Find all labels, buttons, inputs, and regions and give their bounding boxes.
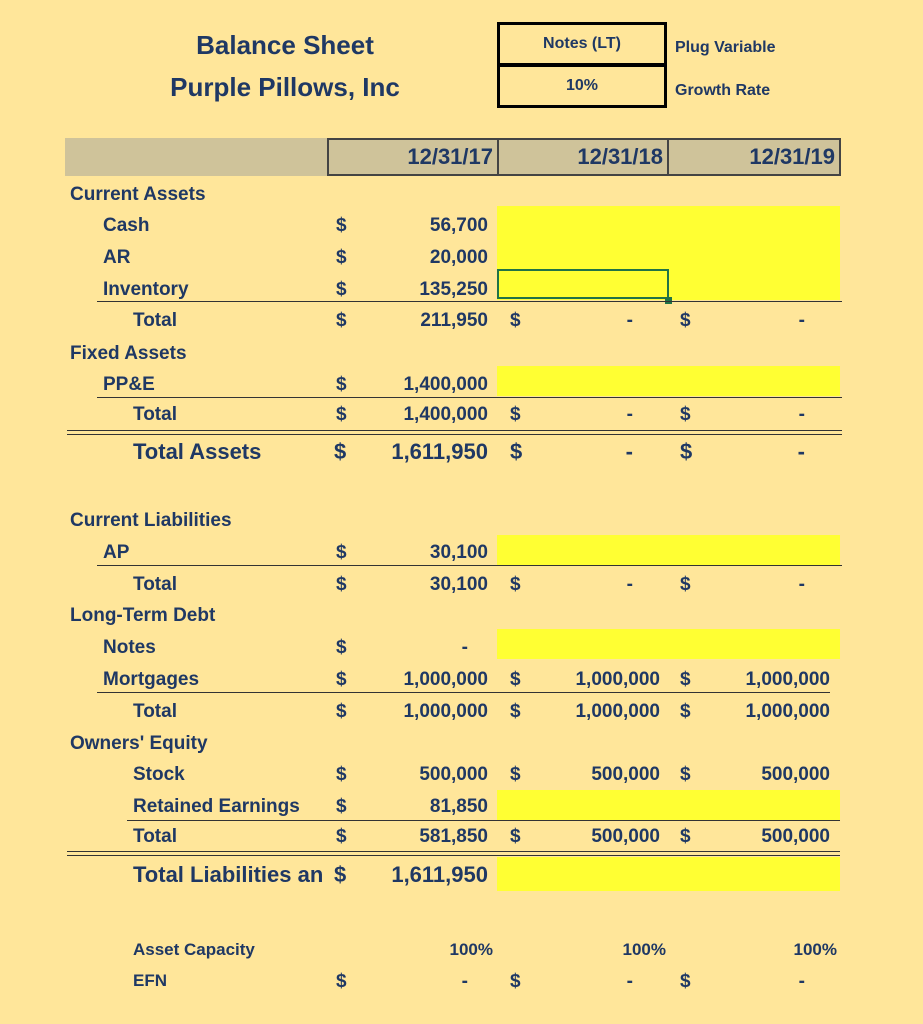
row-label: Asset Capacity [133,940,255,959]
currency-sign: $ [510,439,523,464]
value-2018[interactable]: 100% [622,940,666,959]
row-label: PP&E [103,374,155,395]
currency-sign: $ [680,404,691,425]
value-2017[interactable]: 81,850 [429,796,488,817]
currency-sign: $ [680,701,691,722]
currency-sign: $ [334,862,347,887]
currency-sign: $ [510,826,521,847]
currency-sign: $ [336,574,347,595]
row-current-assets-total [0,306,923,336]
currency-sign: $ [336,796,347,817]
currency-sign: $ [510,701,521,722]
row-ppe [0,370,923,400]
row-retained-earnings [0,792,923,822]
row-label: AR [103,247,131,268]
underline [97,301,842,302]
currency-sign: $ [336,971,347,992]
currency-sign: $ [336,215,347,236]
row-asset-capacity [0,936,923,966]
row-label: Cash [103,215,150,236]
value-2019[interactable]: 500,000 [761,826,830,847]
currency-sign: $ [680,826,691,847]
row-label: AP [103,542,130,563]
row-label: Mortgages [103,669,200,690]
value-2017[interactable]: 1,400,000 [403,404,488,425]
value-2019[interactable]: 100% [793,940,837,959]
value-2019[interactable]: - [798,971,805,992]
value-2017[interactable]: 211,950 [420,310,488,331]
row-label: Inventory [103,279,189,300]
underline [127,820,840,821]
value-2017[interactable]: 500,000 [419,764,488,785]
growth-rate-cell[interactable]: 10% [497,64,667,108]
value-2018[interactable]: 1,000,000 [575,701,660,722]
double-underline-bottom [67,434,842,435]
value-2017[interactable]: 20,000 [429,247,488,268]
section-fixed-assets: Fixed Assets [70,343,187,364]
row-label: EFN [133,971,167,990]
value-2017[interactable]: 1,611,950 [391,439,488,464]
currency-sign: $ [336,310,347,331]
currency-sign: $ [336,637,347,658]
value-2019[interactable]: 1,000,000 [745,669,830,690]
double-underline-bottom [67,855,840,856]
row-owners-equity-total [0,822,923,852]
row-cash [0,211,923,241]
company-name: Purple Pillows, Inc [170,72,400,102]
value-2018[interactable]: 500,000 [591,826,660,847]
value-2017[interactable]: 135,250 [419,279,488,300]
value-2017[interactable]: 30,100 [429,574,488,595]
currency-sign: $ [510,971,521,992]
currency-sign: $ [336,374,347,395]
value-2018[interactable]: 500,000 [591,764,660,785]
underline [97,565,842,566]
section-long-term-debt: Long-Term Debt [70,605,216,626]
currency-sign: $ [510,574,521,595]
row-label: Retained Earnings [133,796,300,817]
value-2017[interactable]: 30,100 [429,542,488,563]
double-underline-top [67,851,840,852]
value-2018[interactable]: - [626,574,633,595]
row-label: Stock [133,764,185,785]
date-col-1[interactable]: 12/31/17 [327,138,499,176]
row-label: Total Liabilities an [133,862,324,887]
row-label: Total [133,701,177,722]
plug-variable-cell[interactable]: Notes (LT) [497,22,667,66]
growth-rate-label: Growth Rate [675,82,771,99]
row-stock [0,760,923,790]
currency-sign: $ [334,439,347,464]
underline [97,397,842,398]
double-underline-top [67,430,842,431]
value-2017[interactable]: 1,000,000 [403,701,488,722]
value-2018[interactable]: - [626,404,633,425]
currency-sign: $ [336,542,347,563]
currency-sign: $ [336,404,347,425]
value-2017[interactable]: 581,850 [419,826,488,847]
value-2017[interactable]: 1,400,000 [403,374,488,395]
currency-sign: $ [510,669,521,690]
currency-sign: $ [680,764,691,785]
currency-sign: $ [680,310,691,331]
value-2017[interactable]: 1,611,950 [391,862,488,887]
currency-sign: $ [680,971,691,992]
currency-sign: $ [336,279,347,300]
currency-sign: $ [680,669,691,690]
value-2019[interactable]: - [797,439,805,464]
currency-sign: $ [510,764,521,785]
currency-sign: $ [510,404,521,425]
value-2017[interactable]: 1,000,000 [403,669,488,690]
row-ar [0,243,923,273]
row-notes [0,633,923,663]
currency-sign: $ [336,826,347,847]
row-label: Total [133,574,177,595]
value-2019[interactable]: - [798,310,805,331]
currency-sign: $ [336,764,347,785]
currency-sign: $ [680,439,693,464]
currency-sign: $ [680,574,691,595]
value-2017[interactable]: 100% [449,940,493,959]
currency-sign: $ [336,701,347,722]
row-efn [0,967,923,997]
row-mortgages [0,665,923,695]
underline [97,692,830,693]
date-col-2[interactable]: 12/31/18 [497,138,669,176]
row-label: Total Assets [133,439,262,464]
section-current-assets: Current Assets [70,184,206,205]
value-2017[interactable]: 56,700 [429,215,488,236]
value-2018[interactable]: - [626,310,633,331]
currency-sign: $ [510,310,521,331]
value-2019[interactable]: - [798,404,805,425]
value-2017[interactable]: - [461,971,468,992]
value-2018[interactable]: - [625,439,633,464]
row-ap [0,538,923,568]
date-col-3[interactable]: 12/31/19 [667,138,841,176]
value-2017[interactable]: - [461,637,468,658]
sheet-title: Balance Sheet [196,30,374,60]
row-label: Total [133,404,177,425]
plug-variable-label: Plug Variable [675,39,776,56]
section-owners-equity: Owners' Equity [70,733,208,754]
row-long-term-debt-total [0,697,923,727]
row-total-assets [0,437,923,467]
row-label: Total [133,826,177,847]
value-2018[interactable]: - [626,971,633,992]
section-current-liabilities: Current Liabilities [70,510,232,531]
value-2019[interactable]: 500,000 [761,764,830,785]
value-2018[interactable]: 1,000,000 [575,669,660,690]
row-total-liabilities-equity [0,860,923,890]
row-current-liabilities-total [0,570,923,600]
currency-sign: $ [336,247,347,268]
row-label: Total [133,310,177,331]
value-2019[interactable]: - [798,574,805,595]
currency-sign: $ [336,669,347,690]
row-label: Notes [103,637,156,658]
value-2019[interactable]: 1,000,000 [745,701,830,722]
row-fixed-assets-total [0,400,923,430]
